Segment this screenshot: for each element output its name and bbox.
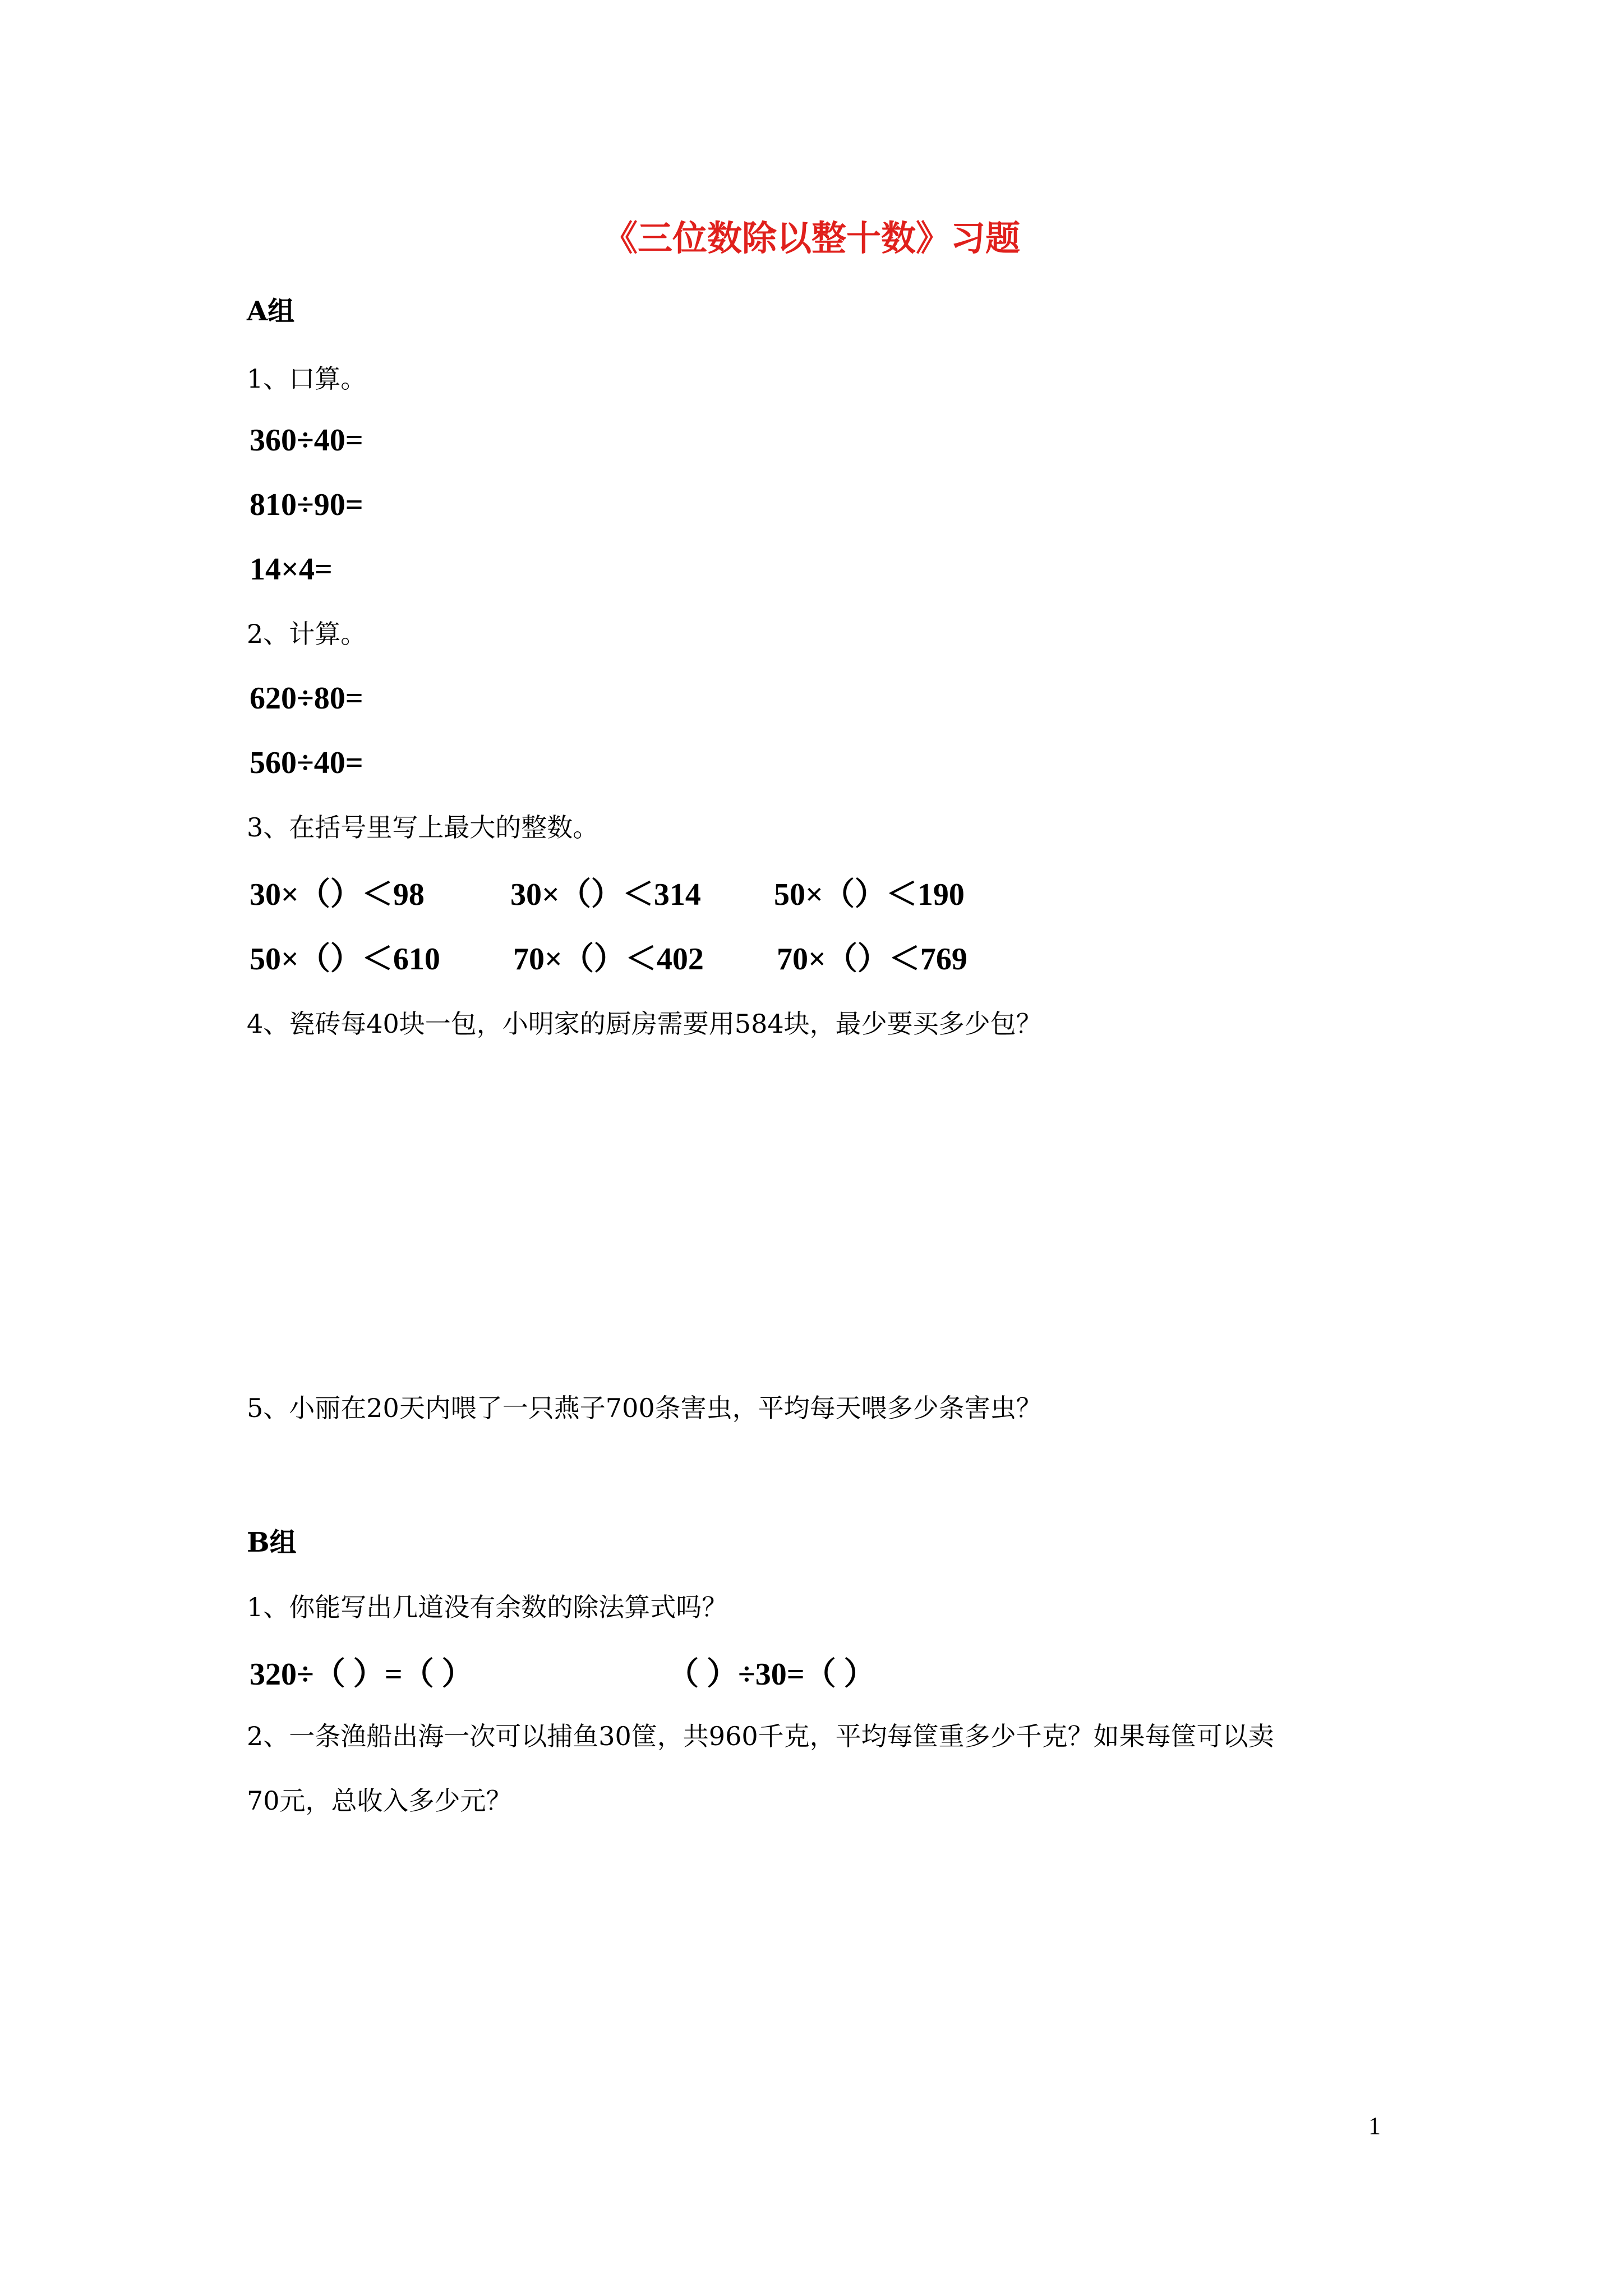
page-number: 1 (1368, 2112, 1381, 2139)
question-a2: 2、计算。 (247, 619, 367, 649)
question-b1: 1、你能写出几道没有余数的除法算式吗？ (247, 1592, 728, 1622)
inequality-cell: 70×（）＜402 (513, 942, 704, 977)
question-a4: 4、瓷砖每40块一包，小明家的厨房需要用584块，最少要买多少包？ (247, 1009, 1042, 1039)
question-a3: 3、在括号里写上最大的整数。 (247, 812, 599, 843)
expr-a1-1: 360÷40= (250, 423, 363, 458)
group-a-label: A组 (247, 296, 295, 327)
expr-a2-1: 620÷80= (250, 681, 363, 716)
division-blank-1: 320÷（ ）=（ ） (250, 1657, 473, 1692)
question-b2-line1: 2、一条渔船出海一次可以捕鱼30筐，共960千克，平均每筐重多少千克？如果每筐可以卖 (247, 1721, 1274, 1751)
expr-a2-2: 560÷40= (250, 746, 363, 780)
inequality-cell: 50×（）＜190 (774, 877, 965, 912)
expr-a1-3: 14×4= (250, 552, 333, 587)
expr-a1-2: 810÷90= (250, 487, 363, 522)
question-a1: 1、口算。 (247, 364, 367, 394)
question-a5: 5、小丽在20天内喂了一只燕子700条害虫，平均每天喂多少条害虫？ (247, 1393, 1042, 1423)
page-title: 《三位数除以整十数》习题 (602, 218, 1020, 259)
group-b-label: B组 (247, 1527, 297, 1558)
inequality-row-1 (250, 872, 1091, 917)
inequality-cell: 30×（）＜314 (510, 877, 701, 912)
inequality-cell: 30×（）＜98 (250, 877, 425, 912)
division-blank-2: （ ）÷30=（ ） (667, 1657, 875, 1692)
inequality-cell: 70×（）＜769 (777, 942, 967, 977)
inequality-row-2 (250, 937, 1091, 982)
inequality-cell: 50×（）＜610 (250, 942, 440, 977)
division-row (250, 1652, 1091, 1697)
question-b2-line2: 70元，总收入多少元？ (247, 1786, 512, 1816)
